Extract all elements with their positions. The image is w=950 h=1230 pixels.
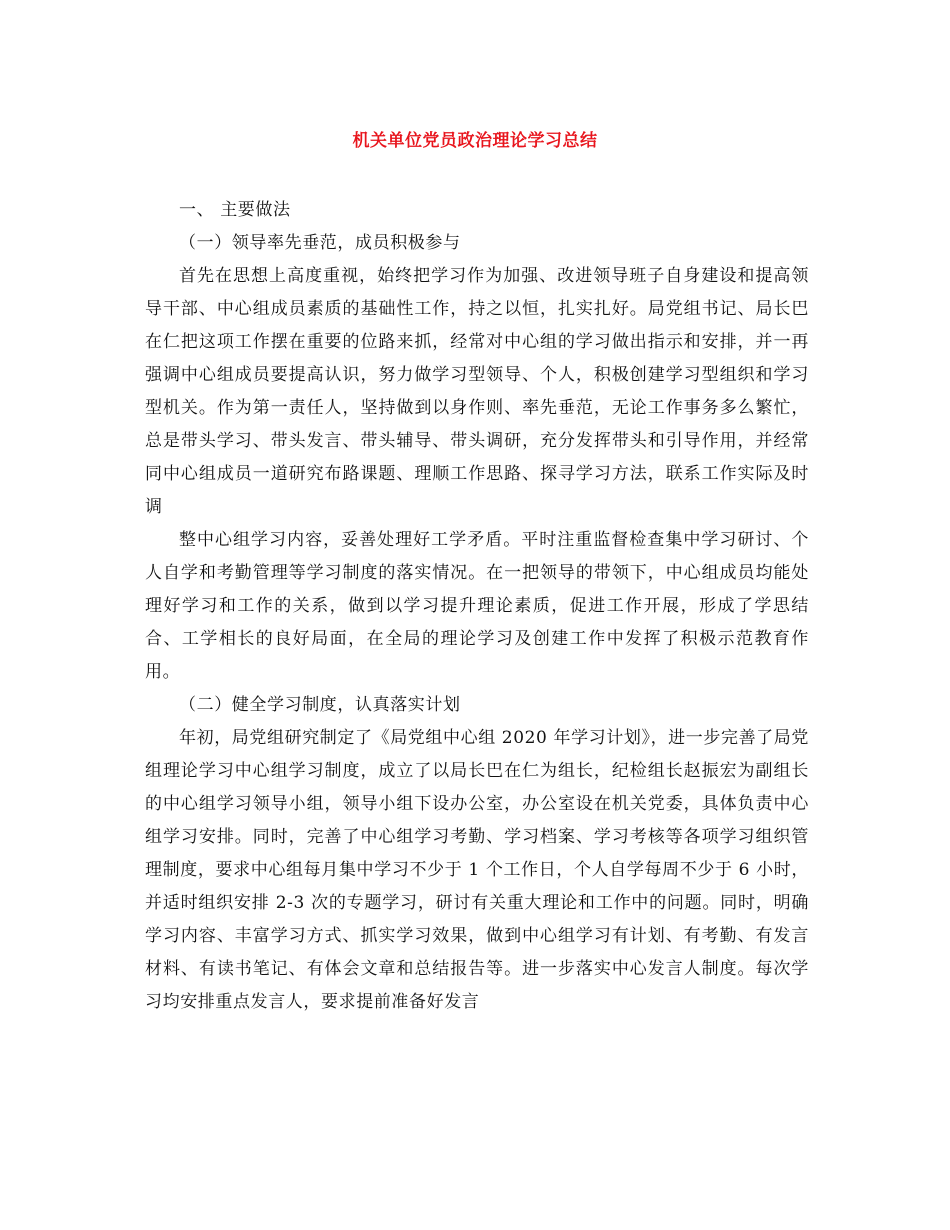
subsection-heading: （一）领导率先垂范，成员积极参与 (179, 233, 461, 253)
subsection-heading: （二）健全学习制度，认真落实计划 (179, 695, 461, 715)
body-paragraph: 年初，局党组研究制定了《局党组中心组 2020 年学习计划》，进一步完善了局党组理论学习中心组学习制度，成立了以局长巴在仁为组长，纪检组长赵振宏为副组长的中心组学习领导小组，领导小组下设办公室，办公室设在机关党委，具体负责中心组学习安排。同时，完善了中心组学习考勤、学习档案、学习考核等各项学习组织管理制度，要求中心组每月集中学习不少于 1 个工作日，个人自学每周不少于 6 小时，并适时组织安排 2-3 次的专题学习，研讨有关重大理论和工作中的问题。同时，明确学习内容、丰富学习方式、抓实学习效果，做到中心组学习有计划、有考勤、有发言材料、有读书笔记、有体会文章和总结报告等。进一步落实中心发言人制度。每次学习均安排重点发言人，要求提前准备好发言 (145, 728, 809, 1012)
document-title: 机关单位党员政治理论学习总结 (352, 131, 598, 151)
body-paragraph: 整中心组学习内容，妥善处理好工学矛盾。平时注重监督检查集中学习研讨、个人自学和考勤管理等学习制度的落实情况。在一把领导的带领下，中心组成员均能处理好学习和工作的关系，做到以学习提升理论素质，促进工作开展，形成了学思结合、工学相长的良好局面，在全局的理论学习及创建工作中发挥了积极示范教育作用。 (145, 530, 809, 682)
document-body (145, 194, 809, 1019)
body-paragraph: 首先在思想上高度重视，始终把学习作为加强、改进领导班子自身建设和提高领导干部、中心组成员素质的基础性工作，持之以恒，扎实扎好。局党组书记、局长巴在仁把这项工作摆在重要的位路来抓，经常对中心组的学习做出指示和安排，并一再强调中心组成员要提高认识，努力做学习型领导、个人，积极创建学习型组织和学习型机关。作为第一责任人，坚持做到以身作则、率先垂范，无论工作事务多么繁忙，总是带头学习、带头发言、带头辅导、带头调研，充分发挥带头和引导作用，并经常同中心组成员一道研究布路课题、理顺工作思路、探寻学习方法，联系工作实际及时调 (145, 266, 809, 517)
section-heading: 一、 主要做法 (179, 200, 291, 220)
